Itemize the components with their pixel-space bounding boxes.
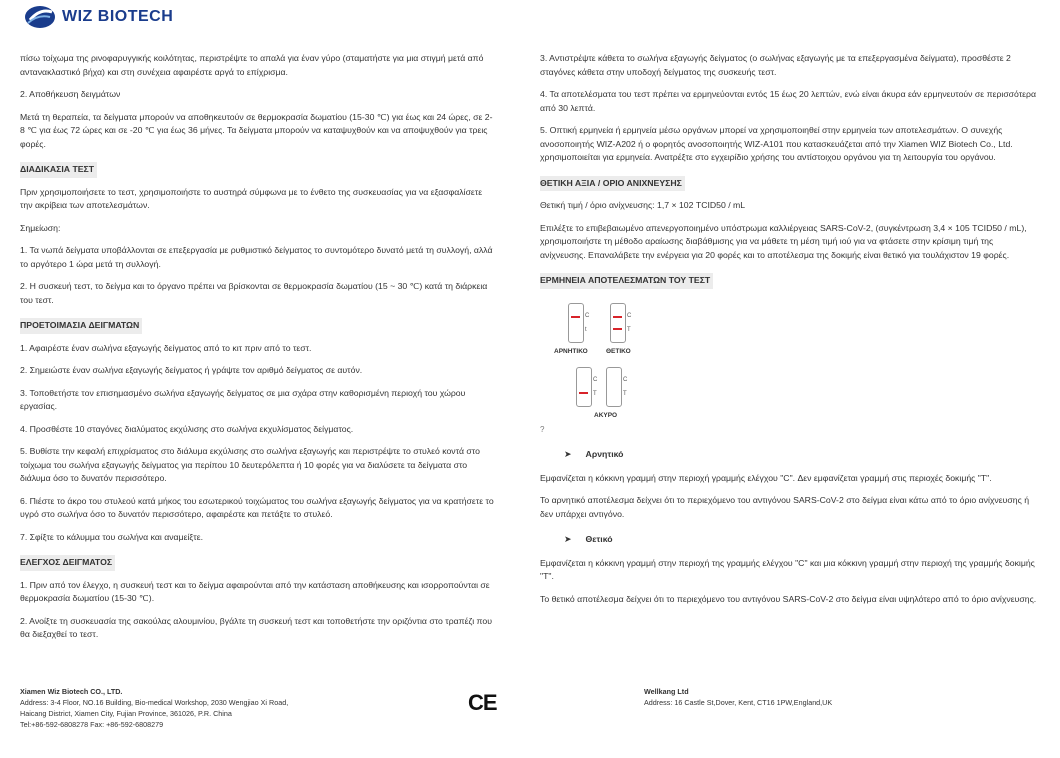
- bullet-label: Αρνητικό: [585, 449, 624, 459]
- address-line: Address: 3-4 Floor, NO.16 Building, Bio-medical Workshop, 2030 Wengjiao Xi Road,: [20, 698, 289, 707]
- wiz-logo-icon: [22, 4, 58, 30]
- paragraph: 5. Οπτική ερμηνεία ή ερμηνεία μέσω οργάνων μπορεί να χρησιμοποιηθεί στην ερμηνεία των αποτελεσμάτων. Ο συνεχής ανοσοποιητής WIZ-A202 ή ο φορητός ανοσοποιητής WIZ-A101 που κατασκευάζεται από την Xiamen WIZ Biotech Co., Ltd. χρησιμοποιείται για ερμηνεία. Ανατρέξτε στο εγχειρίδιο χρήσης του αντίστοιχου οργάνου για τη λειτουργία του οργάνου.: [540, 125, 1013, 162]
- section-heading: ΠΡΟΕΤΟΙΜΑΣΙΑ ΔΕΙΓΜΑΤΩΝ: [20, 318, 142, 334]
- paragraph: Πριν χρησιμοποιήσετε το τεστ, χρησιμοποιήστε το αυστηρά σύμφωνα με το ένθετο της συσκευασίας για να εξασφαλίσετε την ακρίβεια των αποτελεσμάτων.: [20, 186, 483, 210]
- bullet-label: Θετικό: [585, 534, 613, 544]
- paragraph: Θετική τιμή / όριο ανίχνευσης: 1,7 × 102 TCID50 / mL: [540, 200, 746, 210]
- paragraph: 6. Πιέστε το άκρο του στυλεού κατά μήκος του εσωτερικού τοιχώματος του σωλήνα εξαγωγής δείγματος για να κρατήσετε το υγρό στο σωλήνα όσο το δυνατόν περισσότερο, αφαιρέστε και πετάξτε το στυλεό.: [20, 495, 494, 519]
- ce-mark: CE: [468, 690, 497, 715]
- control-line: [613, 316, 622, 318]
- representative-name: Wellkang Ltd: [644, 687, 689, 696]
- t-label: T: [593, 390, 597, 397]
- paragraph: 4. Προσθέστε 10 σταγόνες διαλύματος εκχύλισης στο σωλήνα εκχυλίσματος δείγματος.: [20, 423, 354, 434]
- company-logo: [22, 4, 173, 30]
- invalid-caption: ΑΚΥΡΟ: [594, 411, 618, 419]
- invalid-cassette-2: [606, 367, 628, 407]
- footer-right: [644, 686, 832, 708]
- contact-line: Tel:+86-592-6808278 Fax: +86-592-6808279: [20, 720, 164, 729]
- paragraph: 7. Σφίξτε το κάλυμμα του σωλήνα και αναμείξτε.: [20, 531, 203, 542]
- c-label: C: [627, 312, 632, 319]
- logo-text: WIZ BIOTECH: [62, 8, 174, 25]
- paragraph: Εμφανίζεται η κόκκινη γραμμή στην περιοχή γραμμής ελέγχου "C". Δεν εμφανίζεται γραμμή στις περιοχές δοκιμής "Τ".: [540, 472, 992, 483]
- paragraph: Μετά τη θεραπεία, τα δείγματα μπορούν να αποθηκευτούν σε θερμοκρασία δωματίου (15-30 ℃) για έως και 24 ώρες, σε 2-8 ℃ για έως 72 ώρες και σε -20 ℃ για έως 36 μήνες. Τα δείγματα μπορούν να καταψυχθούν και να αποψυχθούν για τρεις φορές.: [20, 111, 493, 149]
- paragraph: 1. Πριν από τον έλεγχο, η συσκευή τεστ και το δείγμα αφαιρούνται από την κατάσταση αποθήκευσης και ισορροπούνται σε θερμοκρασία δωματίου (15-30 ℃).: [20, 579, 490, 603]
- footer-left: [20, 686, 288, 730]
- negative-caption: ΑΡΝΗΤΙΚΟ: [554, 347, 588, 355]
- t-label: t: [585, 326, 587, 333]
- section-heading: ΕΡΜΗΝΕΙΑ ΑΠΟΤΕΛΕΣΜΑΤΩΝ ΤΟΥ ΤΕΣΤ: [540, 273, 713, 289]
- paragraph: Το θετικό αποτέλεσμα δείχνει ότι το περιεχόμενο του αντιγόνου SARS-CoV-2 στο δείγμα είναι υψηλότερο από το όριο ανίχνευσης.: [540, 593, 1037, 604]
- section-heading: ΘΕΤΙΚΗ ΑΞΙΑ / ΟΡΙΟ ΑΝΙΧΝΕΥΣΗΣ: [540, 176, 685, 192]
- c-label: C: [623, 376, 628, 383]
- t-label: T: [623, 390, 627, 397]
- paragraph: 5. Βυθίστε την κεφαλή επιχρίσματος στο διάλυμα εκχύλισης στο σωλήνα εξαγωγής και περιστρέψτε το στυλεό κοντά στο τοίχωμα του σωλήνα εξαγωγής δείγματος για περίπου 10 δευτερόλεπτα ή 10 φορές για να διαλύσετε τα δείγματα στο διάλυμα όσο το δυνατόν περισσότερο.: [20, 446, 480, 483]
- bullet-heading-positive: [564, 533, 1040, 547]
- address-line: Address: 16 Castle St,Dover, Kent, CT16 1PW,England,UK: [644, 698, 833, 707]
- paragraph: Εμφανίζεται η κόκκινη γραμμή στην περιοχή της γραμμής ελέγχου "C" και μια κόκκινη γραμμή στην περιοχή της γραμμής δοκιμής "T".: [540, 557, 1035, 581]
- positive-cassette: [610, 303, 632, 343]
- manufacturer-name: Xiamen Wiz Biotech CO., LTD.: [20, 687, 123, 696]
- result-interpretation-figure: [540, 301, 1040, 419]
- paragraph: Σημείωση:: [20, 222, 61, 233]
- c-label: C: [585, 312, 590, 319]
- c-label: C: [593, 376, 598, 383]
- paragraph: Επιλέξτε το επιβεβαιωμένο απενεργοποιημένο υπόστρωμα καλλιέργειας SARS-CoV-2, (συγκέντρωση 3,4 × 105 TCID50 / mL), χρησιμοποιήστε τη μέθοδο αραίωσης διαβάθμισης για να μάθετε τη μέση τιμή ιού για να φτάσετε στην κρίσιμη τιμή της ανίχνευσης. Επαναλάβετε την ενέργεια για 20 φορές και το αποτέλεσμα της δοκιμής είναι θετικό για τουλάχιστον 19 φορές.: [540, 222, 1027, 260]
- missing-glyph-mark: ?: [540, 424, 545, 434]
- section-heading: ΕΛΕΓΧΟΣ ΔΕΙΓΜΑΤΟΣ: [20, 555, 115, 571]
- invalid-cassette-1: [576, 367, 598, 407]
- test-line: [613, 328, 622, 330]
- paragraph: 2. Αποθήκευση δειγμάτων: [20, 89, 121, 99]
- paragraph: 1. Τα νωπά δείγματα υποβάλλονται σε επεξεργασία με ρυθμιστικό δείγματος το συντομότερο δυνατό μετά τη συλλογή, αλλά το αργότερο 1 ώρα μετά τη συλλογή.: [20, 245, 493, 269]
- arrow-bullet-icon: ➤: [564, 449, 572, 459]
- section-heading: ΔΙΑΔΙΚΑΣΙΑ ΤΕΣΤ: [20, 162, 97, 178]
- paragraph: 2. Η συσκευή τεστ, το δείγμα και το όργανο πρέπει να βρίσκονται σε θερμοκρασία δωματίου (15 ~ 30 ℃) κατά τη διάρκεια του τεστ.: [20, 281, 488, 305]
- arrow-bullet-icon: ➤: [564, 534, 572, 544]
- paragraph: 1. Αφαιρέστε έναν σωλήνα εξαγωγής δείγματος από το κιτ πριν από το τεστ.: [20, 342, 312, 353]
- bullet-heading-negative: [564, 448, 1040, 462]
- control-line: [571, 316, 580, 318]
- left-column: [20, 52, 495, 651]
- paragraph: Το αρνητικό αποτέλεσμα δείχνει ότι το περιεχόμενο του αντιγόνου SARS-CoV-2 στο δείγμα είναι κάτω από το όριο ανίχνευσης ή δεν υπάρχει αντιγόνο.: [540, 495, 1030, 519]
- paragraph: 2. Σημειώστε έναν σωλήνα εξαγωγής δείγματος ή γράψτε τον αριθμό δείγματος σε αυτόν.: [20, 365, 363, 375]
- right-column: [540, 52, 1040, 615]
- paragraph: 3. Τοποθετήστε τον επισημασμένο σωλήνα εξαγωγής δείγματος σε μια σχάρα στην καθορισμένη περιοχή του χώρου εργασίας.: [20, 387, 466, 411]
- negative-cassette: [568, 303, 590, 343]
- t-label: T: [627, 326, 631, 333]
- address-line: Haicang District, Xiamen City, Fujian Province, 361026, P.R. China: [20, 709, 232, 718]
- paragraph: πίσω τοίχωμα της ρινοφαρυγγικής κοιλότητας, περιστρέψτε το απαλά για έναν γύρο (σταματήστε για μια στιγμή μετά από αντανακλαστικό βήχα) και στη συνέχεια αφαιρέστε αργά το επίχρισμα.: [20, 53, 484, 77]
- paragraph: 2. Ανοίξτε τη συσκευασία της σακούλας αλουμινίου, βγάλτε τη συσκευή τεστ και τοποθετήστε την οριζόντια στο τραπέζι που θα διεξαχθεί το τεστ.: [20, 615, 493, 639]
- test-line: [579, 392, 588, 394]
- paragraph: 4. Τα αποτελέσματα του τεστ πρέπει να ερμηνεύονται εντός 15 έως 20 λεπτών, ενώ είναι άκυρα εάν ερμηνευτούν σε περισσότερα από 30 λεπτά.: [540, 89, 1037, 113]
- positive-caption: ΘΕΤΙΚΟ: [606, 347, 631, 355]
- paragraph: 3. Αντιστρέψτε κάθετα το σωλήνα εξαγωγής δείγματος (ο σωλήνας εξαγωγής με τα επεξεργασμένα δείγματα), προσθέστε 2 σταγόνες κάθετα στην υποδοχή δείγματος της συσκευής τεστ.: [540, 53, 1011, 77]
